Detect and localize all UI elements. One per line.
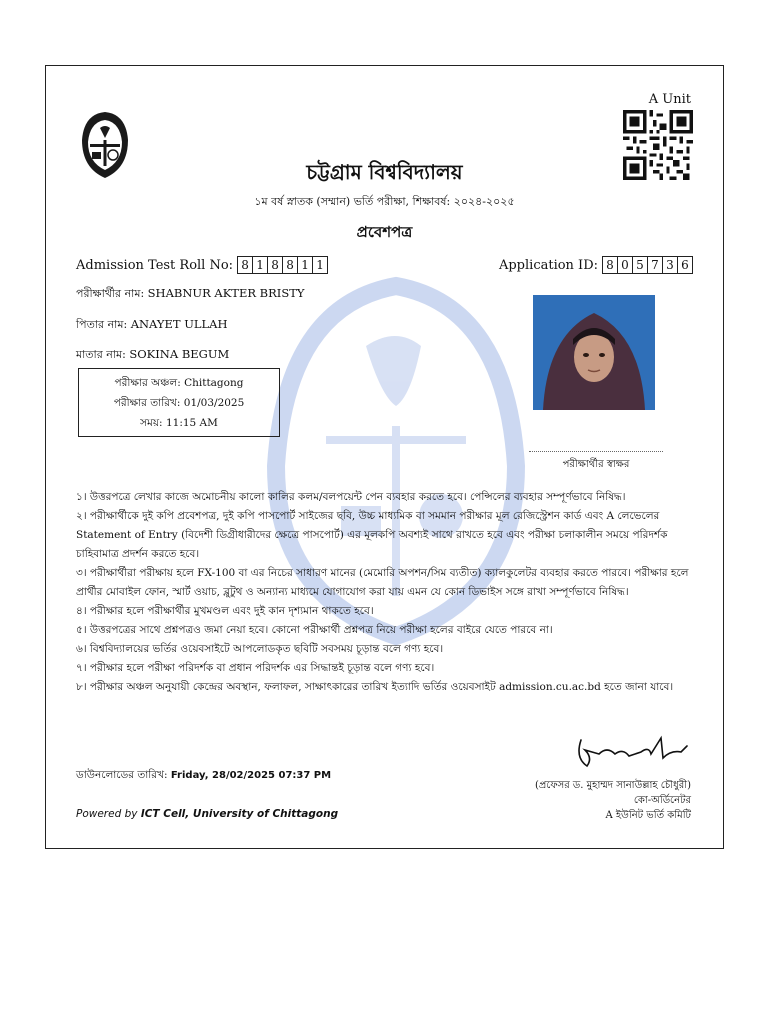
unit-label: A Unit bbox=[648, 92, 691, 107]
candidate-name: SHABNUR AKTER BRISTY bbox=[147, 286, 305, 300]
coordinator-name: (প্রফেসর ড. মুহাম্মদ সানাউল্লাহ চৌধুরী) bbox=[534, 780, 691, 791]
instruction-item: ৩। পরীক্ষার্থীরা পরীক্ষায় হলে FX-100 বা এর নিচের সাধারণ মানের (মেমোরি অপশন/সিম ব্যতীত) ক্যালকুলেটর ব্যবহার করতে পারবে। পরীক্ষার হলে প্রার্থীর মোবাইল ফোন, স্মার্ট ওয়াচ, ব্লুটুথ ও অন্যান্য মাধ্যমে যোগাযোগ করা যায় এমন যে কোন ডিভাইস সঙ্গে রাখা সম্পূর্ণভাবে নিষিদ্ধ। bbox=[76, 567, 689, 598]
roll-digit: 1 bbox=[298, 257, 313, 273]
exam-time-label: সময়: bbox=[140, 417, 163, 429]
application-digit: 7 bbox=[648, 257, 663, 273]
roll-digit: 8 bbox=[268, 257, 283, 273]
exam-info-box bbox=[78, 368, 280, 437]
exam-date: 01/03/2025 bbox=[183, 397, 245, 409]
roll-number-boxes bbox=[237, 256, 328, 274]
exam-time: 11:15 AM bbox=[165, 417, 218, 429]
application-digit: 6 bbox=[681, 258, 689, 272]
father-name-field bbox=[76, 316, 228, 335]
instruction-item: ১। উত্তরপত্রে লেখার কাজে অমোচনীয় কালো কালির কলম/বলপয়েন্ট পেন ব্যবহার করতে হবে। পেন্সিলের ব্যবহার সম্পূর্ণভাবে নিষিদ্ধ। bbox=[76, 491, 626, 503]
coordinator-block bbox=[501, 778, 691, 823]
exam-date-line bbox=[79, 396, 279, 413]
instruction-item: ৪। পরীক্ষার হলে পরীক্ষার্থীর মুখমণ্ডল এবং দুই কান দৃশ্যমান থাকতে হবে। bbox=[76, 605, 374, 617]
instruction-item: ২। পরীক্ষার্থীকে দুই কপি প্রবেশপত্র, দুই কপি পাসপোর্ট সাইজের ছবি, উচ্চ মাধ্যমিক বা সমমান পরীক্ষার মূল রেজিস্ট্রেশন কার্ড এবং A লেভেলের Statement of Entry (বিদেশী ডিগ্রীধারীদের ক্ষেত্রে পাসপোর্ট) এর মূলকপি অবশ্যই সাথে রাখতে হবে এবং পরীক্ষা চলাকালীন সময়ে পরিদর্শক চাহিবামাত্র প্রদর্শন করতে হবে। bbox=[76, 510, 668, 560]
download-date-label: ডাউনলোডের তারিখ: bbox=[76, 769, 168, 781]
mother-name: SOKINA BEGUM bbox=[129, 347, 230, 361]
candidate-signature-label: পরীক্ষার্থীর স্বাক্ষর bbox=[562, 459, 630, 470]
application-digit: 5 bbox=[633, 257, 648, 273]
exam-zone: Chittagong bbox=[184, 377, 244, 389]
instruction-item: ৭। পরীক্ষার হলে পরীক্ষা পরিদর্শক বা প্রধান পরিদর্শক এর সিদ্ধান্তই চূড়ান্ত বলে গণ্য হবে। bbox=[76, 662, 435, 674]
coordinator-role: কো-অর্ডিনেটর bbox=[633, 795, 691, 806]
exam-date-label: পরীক্ষার তারিখ: bbox=[113, 397, 181, 409]
candidate-signature-line bbox=[529, 451, 663, 452]
exam-zone-line bbox=[79, 376, 279, 393]
application-digit: 3 bbox=[663, 257, 678, 273]
application-id-boxes bbox=[602, 256, 693, 274]
roll-number-row bbox=[76, 256, 328, 274]
exam-time-line bbox=[79, 416, 279, 433]
download-date bbox=[76, 768, 331, 785]
application-digit: 8 bbox=[603, 257, 618, 273]
instruction-item: ৬। বিশ্ববিদ্যালয়ের ভর্তির ওয়েবসাইটে আপলোডকৃত ছবিটি সবসময় চূড়ান্ত বলে গণ্য হবে। bbox=[76, 643, 444, 655]
roll-digit: 8 bbox=[238, 257, 253, 273]
roll-digit: 1 bbox=[253, 257, 268, 273]
exam-title: ১ম বর্ষ স্নাতক (সম্মান) ভর্তি পরীক্ষা, শিক্ষাবর্ষ: ২০২৪-২০২৫ bbox=[254, 195, 515, 208]
roll-number-label: Admission Test Roll No: bbox=[76, 257, 234, 273]
university-title: চট্টগ্রাম বিশ্ববিদ্যালয় bbox=[306, 160, 463, 184]
roll-digit: 8 bbox=[283, 257, 298, 273]
candidate-photo bbox=[533, 295, 655, 410]
instruction-item: ৫। উত্তরপত্রের সাথে প্রশ্নপত্রও জমা নেয়া হবে। কোনো পরীক্ষার্থী প্রশ্নপত্র নিয়ে পরীক্ষা হলের বাইরে যেতে পারবে না। bbox=[76, 624, 553, 636]
father-name-label: পিতার নাম: bbox=[76, 318, 128, 331]
mother-name-field bbox=[76, 346, 229, 365]
instructions-list bbox=[76, 488, 696, 697]
candidate-name-field bbox=[76, 285, 304, 304]
admit-card bbox=[45, 65, 724, 849]
roll-digit: 1 bbox=[316, 258, 324, 272]
powered-by-prefix: Powered by bbox=[76, 808, 138, 820]
father-name: ANAYET ULLAH bbox=[130, 317, 228, 331]
coordinator-committee: A ইউনিট ভর্তি কমিটি bbox=[605, 810, 691, 821]
document-title: প্রবেশপত্র bbox=[356, 223, 413, 241]
exam-zone-label: পরীক্ষার অঞ্চল: bbox=[114, 377, 181, 389]
coordinator-signature bbox=[571, 728, 696, 776]
mother-name-label: মাতার নাম: bbox=[76, 348, 126, 361]
download-date-value: Friday, 28/02/2025 07:37 PM bbox=[170, 770, 332, 781]
application-id-label: Application ID: bbox=[498, 257, 598, 273]
instruction-item: ৮। পরীক্ষার অঞ্চল অনুযায়ী কেন্দ্রের অবস্থান, ফলাফল, সাক্ষাৎকারের তারিখ ইত্যাদি ভর্তির ওয়েবসাইট admission.cu.ac.bd হতে জানা যাবে। bbox=[76, 681, 674, 693]
candidate-name-label: পরীক্ষার্থীর নাম: bbox=[76, 287, 145, 300]
application-id-row bbox=[499, 256, 693, 274]
powered-by-name: ICT Cell, University of Chittagong bbox=[140, 808, 339, 820]
powered-by bbox=[76, 808, 338, 820]
application-digit: 0 bbox=[618, 257, 633, 273]
